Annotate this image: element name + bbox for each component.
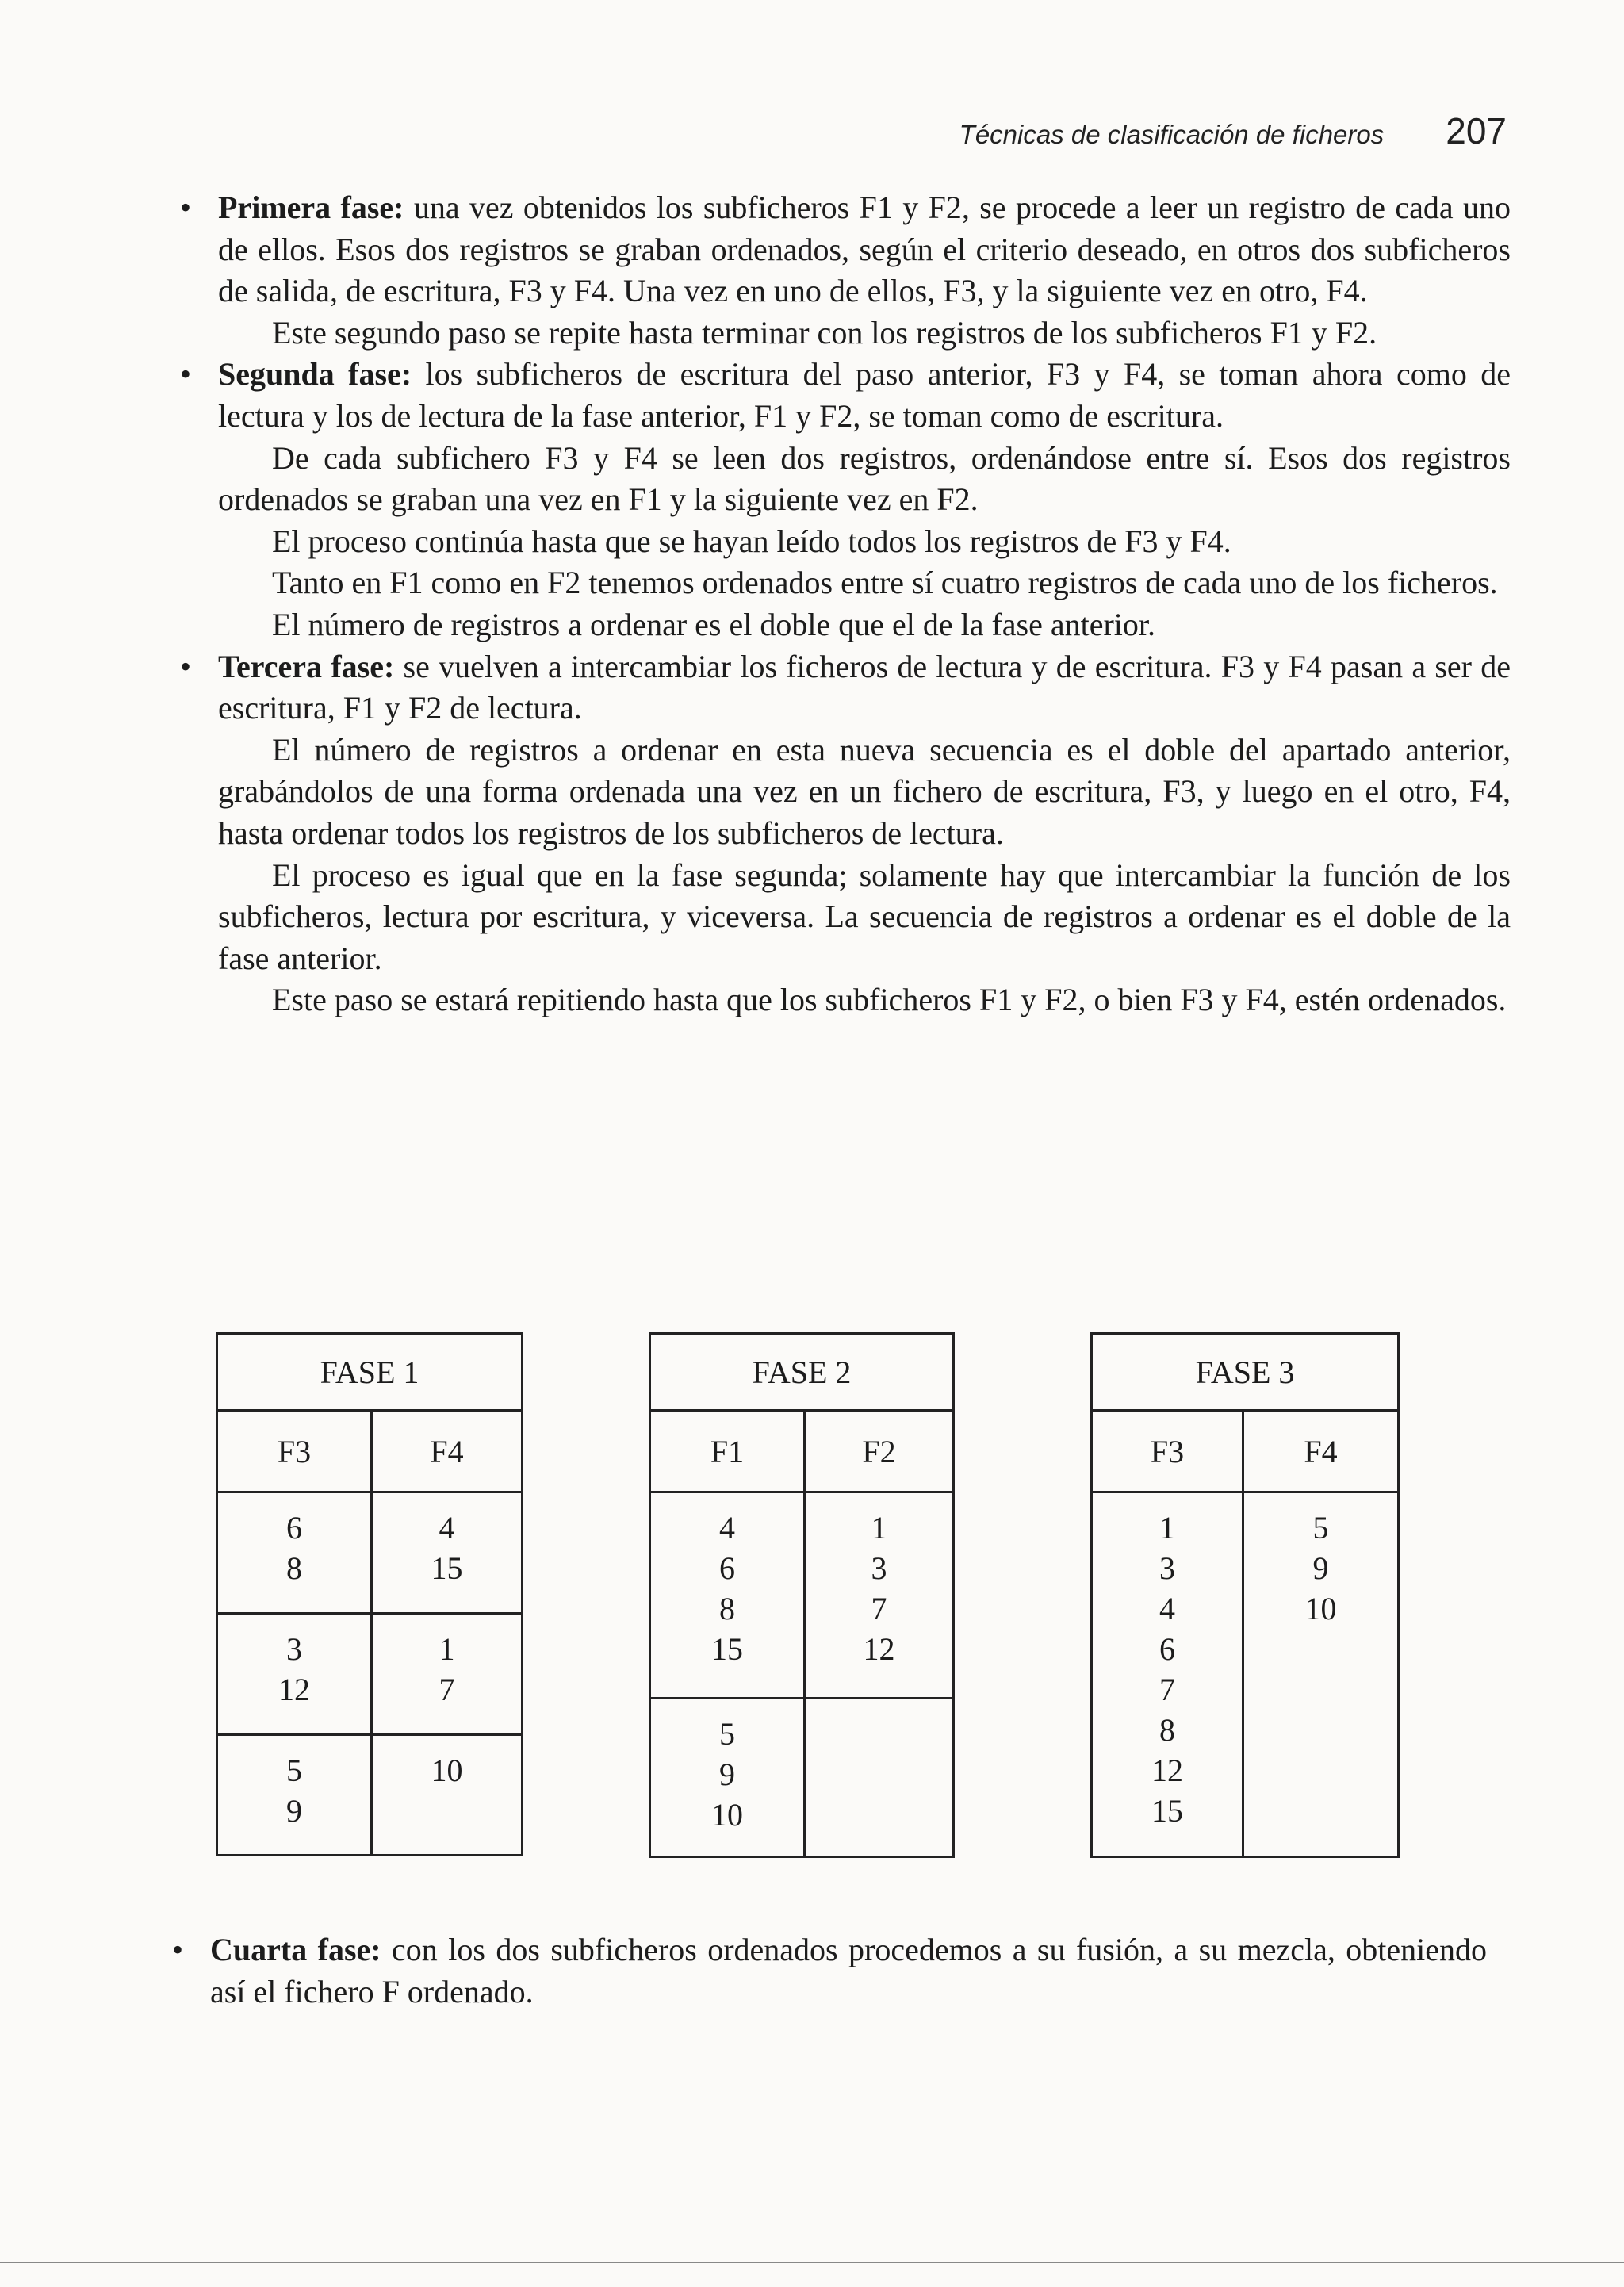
record-number: 6 — [1159, 1631, 1175, 1667]
data-cell — [1092, 1492, 1243, 1857]
record-number: 12 — [1151, 1753, 1183, 1788]
data-cell — [372, 1614, 523, 1735]
bullet-icon: • — [180, 648, 192, 684]
record-number: 9 — [286, 1793, 302, 1829]
record-number: 1 — [871, 1510, 887, 1546]
record-number: 3 — [286, 1631, 302, 1667]
bullet-icon: • — [172, 1932, 184, 1967]
fase3-paragraph — [218, 646, 1511, 730]
data-cell — [650, 1699, 805, 1857]
record-number: 7 — [1159, 1672, 1175, 1707]
fase2-text: los subficheros de escritura del paso anterior, F3 y F4, se toman ahora como de lectura y los de lectura de la fase anterior, F1 y F2, se toman como de escritura. — [218, 356, 1511, 434]
phase-tables — [214, 1332, 1404, 1856]
fase1-title: Primera fase: — [218, 190, 404, 225]
bullet-fase4 — [172, 1929, 1487, 2013]
running-title: Técnicas de clasificación de ficheros — [959, 120, 1385, 149]
record-number: 7 — [871, 1591, 887, 1626]
table-title: FASE 2 — [650, 1334, 954, 1411]
record-number: 3 — [1159, 1550, 1175, 1586]
record-number: 7 — [439, 1672, 455, 1707]
data-cell — [650, 1492, 805, 1699]
record-number: 10 — [431, 1753, 463, 1788]
table-title: FASE 1 — [217, 1334, 523, 1411]
column-header: F3 — [217, 1411, 372, 1492]
record-number: 8 — [1159, 1712, 1175, 1748]
table-fase2 — [649, 1332, 955, 1858]
record-number: 4 — [439, 1510, 455, 1546]
page-number: 207 — [1446, 110, 1507, 151]
column-header: F1 — [650, 1411, 805, 1492]
record-number: 9 — [719, 1756, 735, 1792]
record-number: 15 — [711, 1631, 743, 1667]
bullet-icon: • — [180, 356, 192, 393]
column-header: F2 — [805, 1411, 954, 1492]
record-number: 1 — [1159, 1510, 1175, 1546]
fase4-text: con los dos subficheros ordenados procedemos a su fusión, a su mezcla, obteniendo así el fichero F ordenado. — [210, 1932, 1487, 2009]
fase1-p1: Este segundo paso se repite hasta terminar con los registros de los subficheros F1 y F2. — [272, 314, 1377, 351]
data-cell — [217, 1735, 372, 1856]
record-number: 4 — [1159, 1591, 1175, 1626]
data-cell — [372, 1492, 523, 1614]
record-number: 10 — [1304, 1591, 1337, 1626]
fase3-p1: El número de registros a ordenar en esta nueva secuencia es el doble del apartado anterior, grabándolos de una forma ordenada una vez en un fichero de escritura, F3, y luego en el otro, F4, hasta ordenar todos los registros de los subficheros de lectura. — [218, 731, 1511, 851]
record-number: 5 — [1312, 1510, 1329, 1546]
table-fase1 — [216, 1332, 523, 1856]
record-number: 4 — [719, 1510, 735, 1546]
bullet-fase3 — [180, 646, 1511, 1021]
fase1-paragraph — [218, 187, 1511, 312]
record-number: 1 — [439, 1631, 455, 1667]
record-number: 15 — [431, 1550, 463, 1586]
fase2-p2: El proceso continúa hasta que se hayan leído todos los registros de F3 y F4. — [272, 523, 1231, 559]
data-cell — [372, 1735, 523, 1856]
bullet-fase1 — [180, 187, 1511, 354]
bullet-icon: • — [180, 190, 192, 225]
record-number: 12 — [863, 1631, 895, 1667]
fase2-p4: El número de registros a ordenar es el doble que el de la fase anterior. — [272, 606, 1156, 642]
bullet-fase4-block — [172, 1929, 1487, 2013]
record-number: 5 — [719, 1716, 735, 1752]
record-number: 6 — [286, 1510, 302, 1546]
record-number: 8 — [286, 1550, 302, 1586]
record-number: 12 — [278, 1672, 310, 1707]
data-cell — [805, 1492, 954, 1699]
fase3-text: se vuelven a intercambiar los ficheros de lectura y de escritura. F3 y F4 pasan a ser de escritura, F1 y F2 de lectura. — [218, 648, 1511, 726]
body-text — [180, 187, 1511, 1021]
record-number: 8 — [719, 1591, 735, 1626]
record-number: 5 — [286, 1753, 302, 1788]
data-cell — [805, 1699, 954, 1857]
data-cell — [217, 1492, 372, 1614]
fase2-title: Segunda fase: — [218, 356, 412, 393]
record-number: 9 — [1312, 1550, 1329, 1586]
fase4-title: Cuarta fase: — [210, 1932, 381, 1967]
footer-rule — [0, 2262, 1624, 2263]
fase1-text: una vez obtenidos los subficheros F1 y F2, se procede a leer un registro de cada uno de ellos. Esos dos registros se graban ordenados, según el criterio deseado, en otros dos subficheros de salida, de escritura, F3 y F4. Una vez en uno de ellos, F3, y la siguiente vez en otro, F4. — [218, 190, 1511, 309]
fase3-p3: Este paso se estará repitiendo hasta que los subficheros F1 y F2, o bien F3 y F4, estén ordenados. — [272, 982, 1507, 1018]
fase4-paragraph — [210, 1929, 1487, 2013]
table-title: FASE 3 — [1092, 1334, 1399, 1411]
data-cell — [1243, 1492, 1399, 1857]
fase2-paragraph — [218, 354, 1511, 437]
data-cell — [217, 1614, 372, 1735]
fase3-p2: El proceso es igual que en la fase segunda; solamente hay que intercambiar la función de los subficheros, lectura por escritura, y viceversa. La secuencia de registros a ordenar es el doble de la fase anterior. — [218, 856, 1511, 976]
record-number: 10 — [711, 1797, 743, 1833]
column-header: F4 — [372, 1411, 523, 1492]
running-header — [904, 109, 1507, 152]
table-fase3 — [1090, 1332, 1400, 1858]
record-number: 15 — [1151, 1793, 1183, 1829]
fase2-p1: De cada subfichero F3 y F4 se leen dos registros, ordenándose entre sí. Esos dos registros ordenados se graban una vez en F1 y la siguiente vez en F2. — [218, 439, 1511, 518]
column-header: F4 — [1243, 1411, 1399, 1492]
column-header: F3 — [1092, 1411, 1243, 1492]
record-number: 3 — [871, 1550, 887, 1586]
record-number: 6 — [719, 1550, 735, 1586]
fase3-title: Tercera fase: — [218, 648, 395, 684]
bullet-fase2 — [180, 354, 1511, 645]
fase2-p3: Tanto en F1 como en F2 tenemos ordenados entre sí cuatro registros de cada uno de los ficheros. — [272, 565, 1498, 601]
